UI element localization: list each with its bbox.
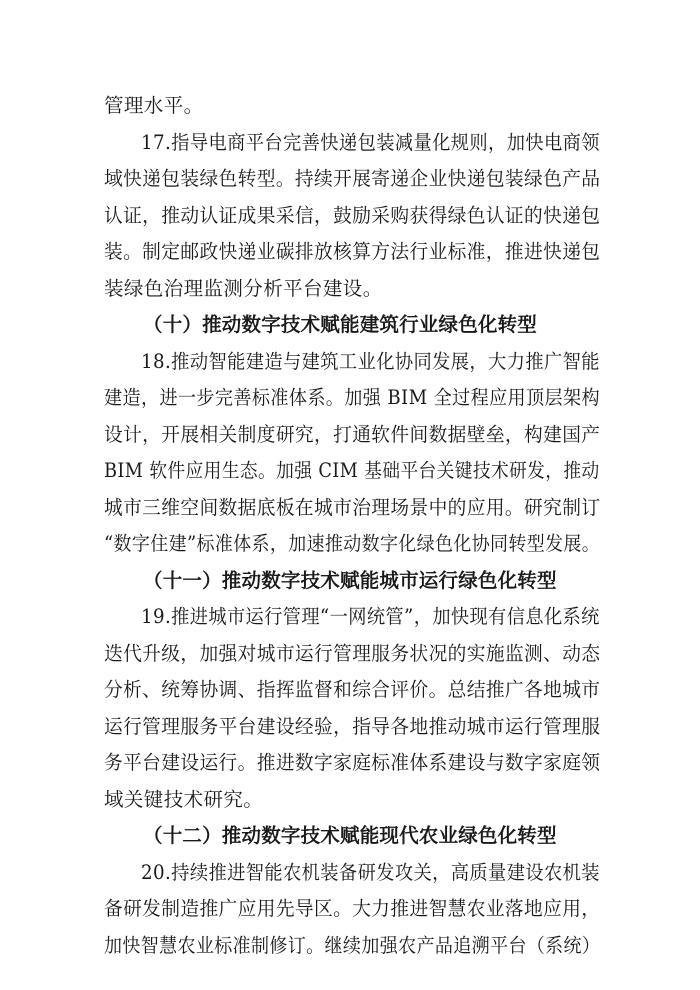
text-line: BIM 软件应用生态。加强 CIM 基础平台关键技术研发，推动 [104,459,600,482]
text-line: 备研发制造推广应用先导区。大力推进智慧农业落地应用， [104,897,601,920]
text-line: 装。制定邮政快递业碳排放核算方法行业标准，推进快递包 [104,240,601,263]
text-line: 管理水平。 [104,94,204,117]
text-line: 运行管理服务平台建设经验，指导各地推动城市运行管理服 [104,715,601,738]
text-line: “数字住建”标准体系，加速推动数字化绿色化协同转型发展。 [104,532,601,555]
text-line: 加快智慧农业标准制修订。继续加强农产品追溯平台（系统） [104,934,601,957]
text-line: 认证，推动认证成果采信，鼓励采购获得绿色认证的快递包 [104,204,601,227]
paragraph-20-line: 20.持续推进智能农机装备研发攻关，高质量建设农机装 [141,861,600,884]
section-heading: （十）推动数字技术赋能建筑行业绿色化转型 [143,313,538,336]
text-line: 建造，进一步完善标准体系。加强 BIM 全过程应用顶层架构 [104,386,600,409]
section-heading: （十二）推动数字技术赋能现代农业绿色化转型 [143,824,557,847]
text-line: 务平台建设运行。推进数字家庭标准体系建设与数字家庭领 [104,751,601,774]
text-line: 域关键技术研究。 [104,788,264,811]
text-line: 设计，开展相关制度研究，打通软件间数据壁垒，构建国产 [104,423,601,446]
section-heading: （十一）推动数字技术赋能城市运行绿色化转型 [143,569,557,592]
text-line: 城市三维空间数据底板在城市治理场景中的应用。研究制订 [104,496,601,519]
text-line: 装绿色治理监测分析平台建设。 [104,277,383,300]
text-line: 迭代升级，加强对城市运行管理服务状况的实施监测、动态 [104,642,601,665]
text-line: 分析、统筹协调、指挥监督和综合评价。总结推广各地城市 [104,678,601,701]
text-line: 域快递包装绿色转型。持续开展寄递企业快递包装绿色产品 [104,167,601,190]
paragraph-19-line: 19.推进城市运行管理“一网统管”，加快现有信息化系统 [141,605,600,628]
paragraph-17-line: 17.指导电商平台完善快递包装减量化规则，加快电商领 [141,131,600,154]
paragraph-18-line: 18.推动智能建造与建筑工业化协同发展，大力推广智能 [141,350,600,373]
